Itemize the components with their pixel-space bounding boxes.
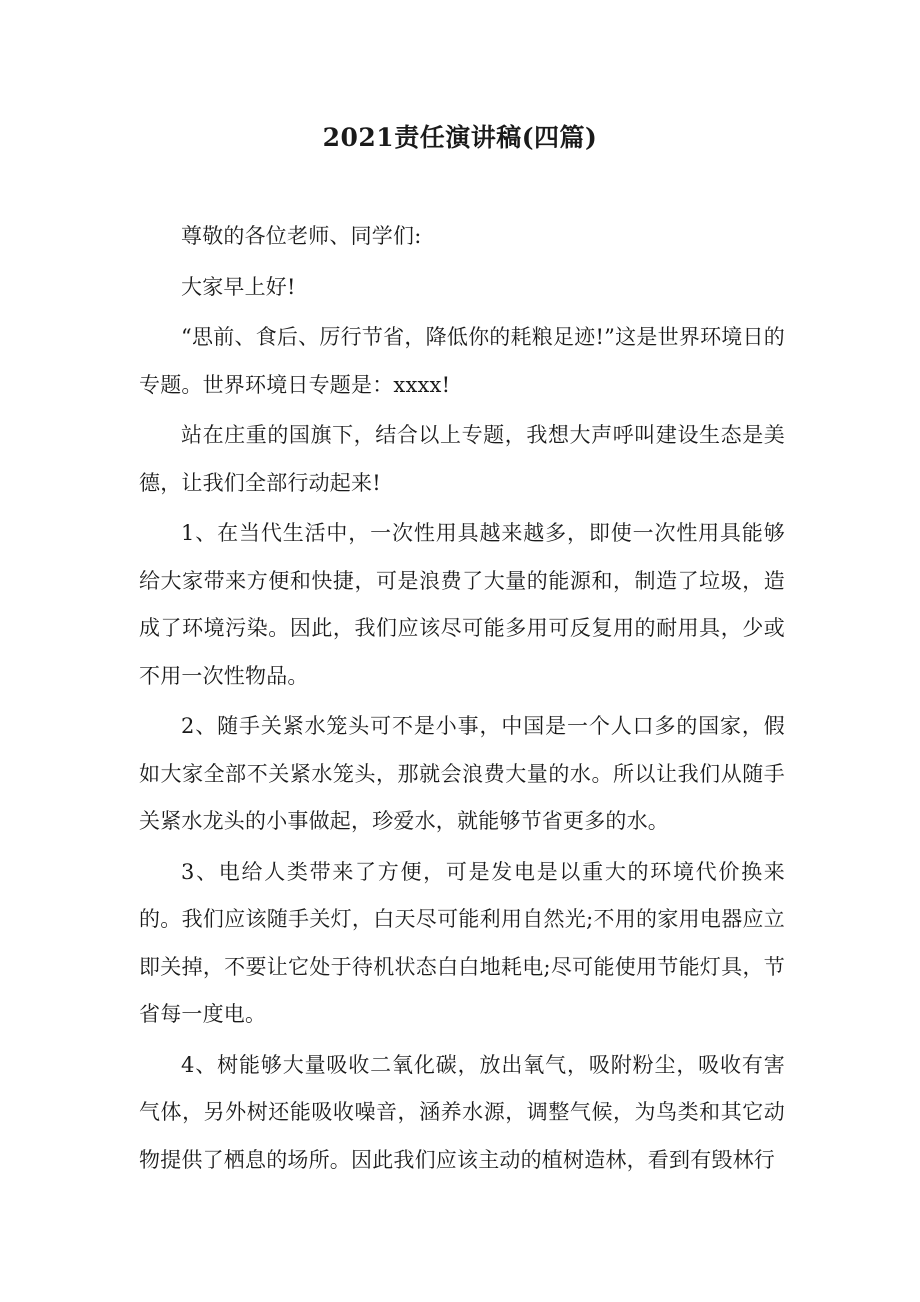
- paragraph-call-to-action: 站在庄重的国旗下，结合以上专题，我想大声呼叫建设生态是美德，让我们全部行动起来!: [139, 423, 785, 495]
- paragraph-theme: “思前、食后、厉行节省，降低你的耗粮足迹!”这是世界环境日的专题。世界环境日专题是：xxxx!: [139, 325, 785, 397]
- paragraph-point-4: 4、树能够大量吸收二氧化碳，放出氧气，吸附粉尘，吸收有害气体，另外树还能吸收噪音，涵养水源，调整气候，为鸟类和其它动物提供了栖息的场所。因此我们应该主动的植树造林，看到有毁林行: [139, 1052, 785, 1172]
- document-title: 2021责任演讲稿(四篇): [322, 123, 598, 152]
- paragraph-salutation: 尊敬的各位老师、同学们:: [181, 224, 422, 248]
- paragraph-greeting: 大家早上好!: [181, 274, 296, 299]
- document-body: [139, 213, 785, 1187]
- paragraph-point-2: 2、随手关紧水笼头可不是小事，中国是一个人口多的国家，假如大家全部不关紧水笼头，那就会浪费大量的水。所以让我们从随手关紧水龙头的小事做起，珍爱水，就能够节省更多的水。: [139, 714, 785, 833]
- paragraph-point-3: 3、电给人类带来了方便，可是发电是以重大的环境代价换来的。我们应该随手关灯，白天尽可能利用自然光;不用的家用电器应立即关掉，不要让它处于待机状态白白地耗电;尽可能使用节能灯具，节省每一度电。: [139, 859, 785, 1026]
- paragraph-point-1: 1、在当代生活中，一次性用具越来越多，即使一次性用具能够给大家带来方便和快捷，可是浪费了大量的能源和，制造了垃圾，造成了环境污染。因此，我们应该尽可能多用可反复用的耐用具，少或不用一次性物品。: [139, 521, 785, 688]
